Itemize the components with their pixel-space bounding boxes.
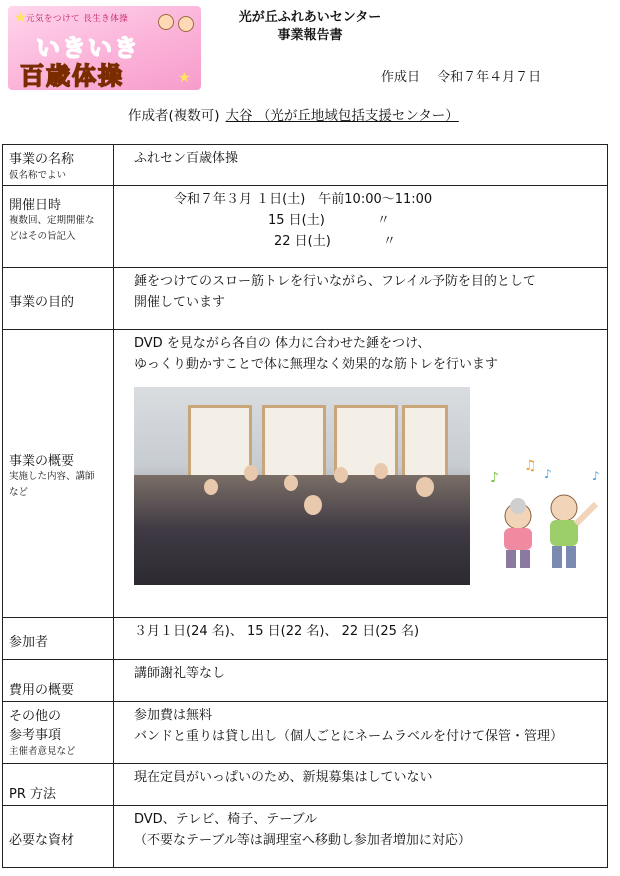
row-label: 開催日時 複数回、定期開催な どはその旨記入: [3, 186, 114, 268]
logo-line1: いきいき: [36, 34, 140, 62]
row-value: DVD を見ながら各自の 体力に合わせた錘をつけ、 ゆっくり動かすことで体に無理なく効果的な筋トレを行います ♪ ♫ ♪ ♪: [114, 330, 608, 618]
star-icon: ★: [178, 70, 191, 86]
row-label: 必要な資材: [3, 806, 114, 868]
report-table: [2, 144, 608, 868]
row-value: 参加費は無料 バンドと重りは貸し出し（個人ごとにネームラベルを付けて保管・管理）: [114, 702, 608, 764]
table-row: [3, 806, 608, 868]
row-label: 事業の名称 仮名称でよい: [3, 145, 114, 186]
row-value: ３月１日(24 名)、 15 日(22 名)、 22 日(25 名): [114, 618, 608, 660]
table-row: [3, 145, 608, 186]
svg-text:♪: ♪: [592, 469, 600, 483]
created-date: 作成日 令和７年４月７日: [381, 70, 542, 85]
svg-text:♫: ♫: [524, 458, 537, 474]
row-value: 錘をつけてのスロー筋トレを行いながら、フレイル予防を目的として 開催しています: [114, 268, 608, 330]
row-label: その他の 参考事項 主催者意見など: [3, 702, 114, 764]
row-value: 現在定員がいっぱいのため、新規募集はしていない: [114, 764, 608, 806]
row-label: 費用の概要: [3, 660, 114, 702]
author-label: 作成者(複数可): [128, 108, 220, 124]
row-label: 参加者: [3, 618, 114, 660]
logo-tagline: 元気をつけて 長生き体操: [26, 14, 129, 24]
row-value: DVD、テレビ、椅子、テーブル （不要なテーブル等は調理室へ移動し参加者増加に対応）: [114, 806, 608, 868]
exercising-seniors-illustration: [484, 456, 614, 572]
logo-line2: 百歳体操: [20, 62, 124, 90]
row-label: 事業の概要 実施した内容、講師 など: [3, 330, 114, 618]
table-row: [3, 186, 608, 268]
star-icon: ★: [14, 10, 27, 26]
exercise-class-photo: [134, 387, 470, 585]
table-row: [3, 764, 608, 806]
row-value: ふれセン百歳体操: [114, 145, 608, 186]
table-row: [3, 618, 608, 660]
author-value: 大谷 （光が丘地域包括支援センター）: [225, 108, 459, 124]
table-row: [3, 660, 608, 702]
author-line: [128, 104, 465, 124]
music-note-icon: ♪: [490, 470, 499, 486]
table-row: [3, 268, 608, 330]
table-row: [3, 702, 608, 764]
row-label: 事業の目的: [3, 268, 114, 330]
document-title: 事業報告書: [277, 28, 343, 43]
row-value: 令和７年３月 １日(土) 午前10:00～11:00 15 日(土) 〃 22 日(土) 〃: [114, 186, 608, 268]
center-name: 光が丘ふれあいセンター: [238, 10, 382, 25]
row-value: 講師謝礼等なし: [114, 660, 608, 702]
svg-text:♪: ♪: [544, 467, 552, 481]
row-label: PR 方法: [3, 764, 114, 806]
table-row: [3, 330, 608, 618]
